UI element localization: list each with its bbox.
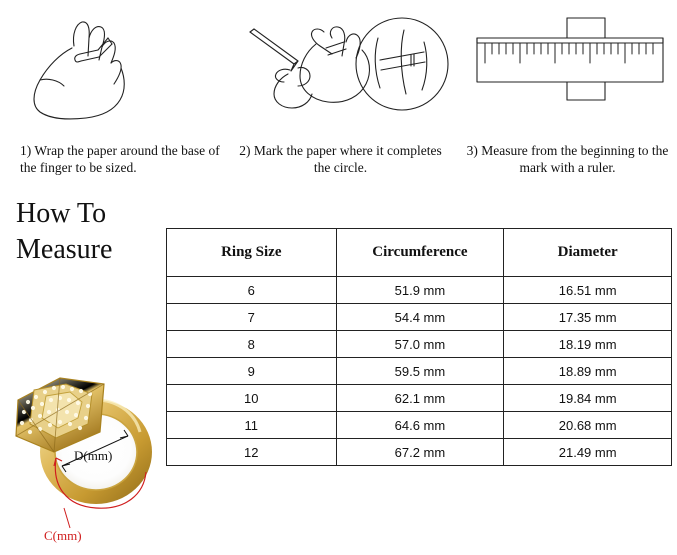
step-caption: 3) Measure from the beginning to the mark with a ruler. xyxy=(466,143,669,175)
step-mark-paper xyxy=(228,0,453,190)
cell-diameter: 17.35 mm xyxy=(504,304,672,331)
cell-ring-size: 8 xyxy=(167,331,337,358)
hand-marking-paper-icon xyxy=(228,8,453,138)
table-row xyxy=(167,439,672,466)
table-row xyxy=(167,385,672,412)
cell-circumference: 62.1 mm xyxy=(336,385,504,412)
diameter-label: D(mm) xyxy=(74,448,113,463)
cell-circumference: 54.4 mm xyxy=(336,304,504,331)
table-row xyxy=(167,412,672,439)
step-caption: 2) Mark the paper where it completes the circle. xyxy=(239,143,442,175)
cell-diameter: 19.84 mm xyxy=(504,385,672,412)
cell-diameter: 16.51 mm xyxy=(504,277,672,304)
ring-figure xyxy=(0,340,170,550)
table-row xyxy=(167,358,672,385)
cell-diameter: 18.89 mm xyxy=(504,358,672,385)
step-measure-ruler xyxy=(455,0,677,190)
cell-ring-size: 11 xyxy=(167,412,337,439)
ring-size-table xyxy=(166,228,672,466)
cell-circumference: 59.5 mm xyxy=(336,358,504,385)
cell-circumference: 64.6 mm xyxy=(336,412,504,439)
table-row xyxy=(167,277,672,304)
circumference-label: C(mm) xyxy=(44,528,82,543)
cell-ring-size: 6 xyxy=(167,277,337,304)
cell-ring-size: 12 xyxy=(167,439,337,466)
cell-ring-size: 7 xyxy=(167,304,337,331)
page-title-line-1: How To xyxy=(16,198,107,229)
gold-diamond-ring-photo xyxy=(0,340,170,550)
step-wrap-paper xyxy=(2,0,227,190)
page-title xyxy=(16,196,166,268)
step-caption: 1) Wrap the paper around the base of the finger to be sized. xyxy=(20,143,220,175)
cell-diameter: 18.19 mm xyxy=(504,331,672,358)
table-row xyxy=(167,331,672,358)
cell-ring-size: 9 xyxy=(167,358,337,385)
cell-diameter: 21.49 mm xyxy=(504,439,672,466)
hand-with-paper-strip-icon xyxy=(2,8,227,138)
table-row xyxy=(167,304,672,331)
column-header-circumference: Circumference xyxy=(336,229,504,277)
ruler-icon xyxy=(455,8,677,138)
column-header-ring-size: Ring Size xyxy=(167,229,337,277)
instruction-steps xyxy=(0,0,677,190)
cell-diameter: 20.68 mm xyxy=(504,412,672,439)
table-header-row xyxy=(167,229,672,277)
cell-circumference: 67.2 mm xyxy=(336,439,504,466)
cell-ring-size: 10 xyxy=(167,385,337,412)
cell-circumference: 57.0 mm xyxy=(336,331,504,358)
page-title-line-2: Measure xyxy=(16,234,113,265)
cell-circumference: 51.9 mm xyxy=(336,277,504,304)
column-header-diameter: Diameter xyxy=(504,229,672,277)
